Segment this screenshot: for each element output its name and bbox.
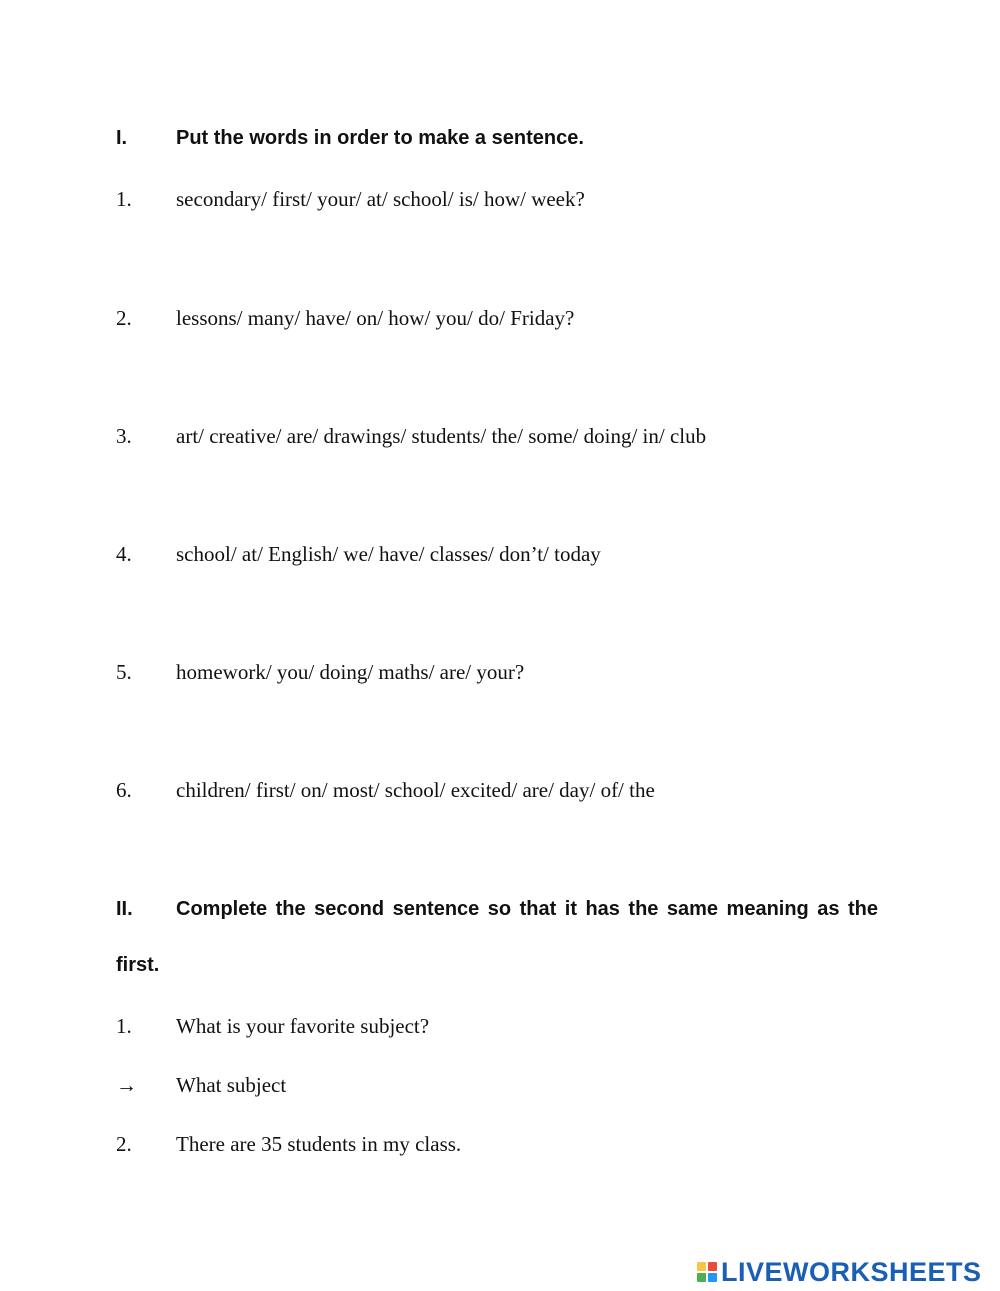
logo-block bbox=[697, 1273, 706, 1282]
item-text: What is your favorite subject? bbox=[176, 1014, 430, 1038]
item-number: 5. bbox=[116, 660, 132, 684]
item-number: 6. bbox=[116, 778, 132, 802]
item-number: 2. bbox=[116, 306, 132, 330]
item-number: 2. bbox=[116, 1132, 132, 1156]
arrow-icon: → bbox=[116, 1073, 137, 1097]
item-number: 4. bbox=[116, 542, 132, 566]
item-text: children/ first/ on/ most/ school/ excited/ are/ day/ of/ the bbox=[176, 778, 655, 802]
logo-block bbox=[708, 1273, 717, 1282]
item-text: homework/ you/ doing/ maths/ are/ your? bbox=[176, 660, 525, 684]
item-number: 1. bbox=[116, 1014, 132, 1038]
section-2-title-continued: first. bbox=[116, 954, 160, 976]
logo-block bbox=[708, 1262, 717, 1271]
item-number: 1. bbox=[116, 187, 132, 211]
item-text: There are 35 students in my class. bbox=[176, 1132, 462, 1156]
item-text: What subject bbox=[176, 1073, 287, 1097]
item-number: 3. bbox=[116, 424, 132, 448]
section-2-numeral: II. bbox=[116, 898, 133, 920]
section-2-title: Complete the second sentence so that it has the same meaning as the bbox=[176, 898, 878, 920]
logo-text: LIVEWORKSHEETS bbox=[721, 1256, 982, 1287]
section-1-numeral: I. bbox=[116, 127, 128, 149]
liveworksheets-logo bbox=[697, 1257, 982, 1287]
logo-blocks-icon bbox=[697, 1262, 717, 1282]
section-1-title: Put the words in order to make a sentence. bbox=[176, 127, 584, 149]
item-text: art/ creative/ are/ drawings/ students/ the/ some/ doing/ in/ club bbox=[176, 424, 707, 448]
logo-block bbox=[697, 1262, 706, 1271]
item-text: secondary/ first/ your/ at/ school/ is/ how/ week? bbox=[176, 187, 585, 211]
item-text: school/ at/ English/ we/ have/ classes/ don’t/ today bbox=[176, 542, 601, 566]
item-text: lessons/ many/ have/ on/ how/ you/ do/ Friday? bbox=[176, 306, 575, 330]
